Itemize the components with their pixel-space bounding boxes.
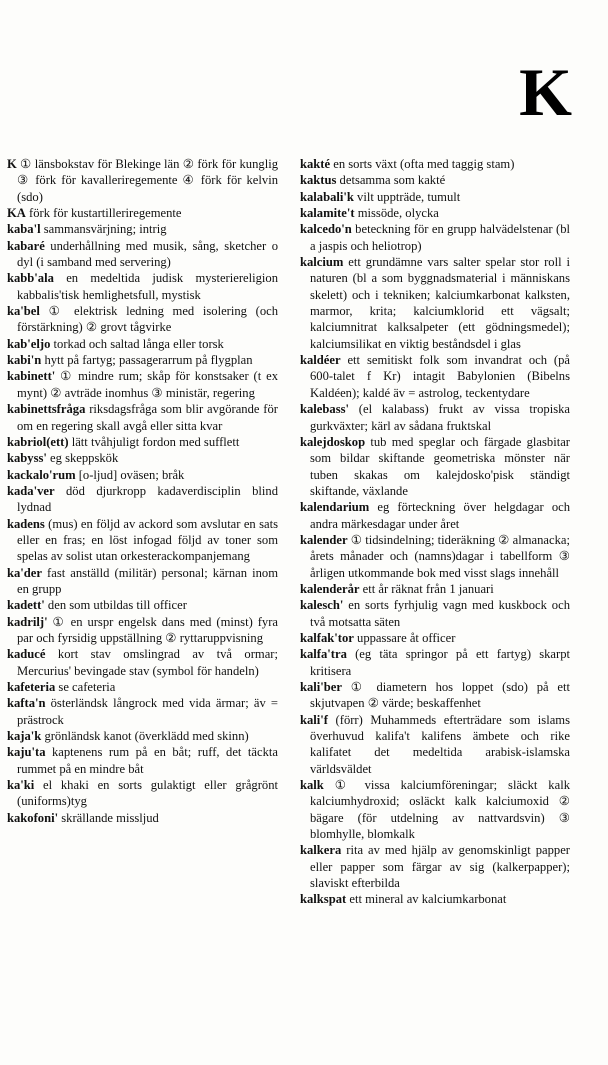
dictionary-entry [7,516,278,565]
dictionary-entry [7,646,278,679]
entry-headword: kalabali'k [300,189,354,204]
dictionary-entry [300,712,570,777]
entry-headword: kalcedo'n [300,222,352,237]
entry-definition: fast anställd (militär) personal; kärnan inom en grupp [17,565,278,596]
dictionary-entry [7,728,278,744]
dictionary-entry [7,238,278,271]
entry-definition: (eg täta springor på ett fartyg) skarpt kritisera [310,647,570,678]
dictionary-entry [7,270,278,303]
dictionary-entry [7,810,278,826]
entry-definition: ① mindre rum; skåp för konstsaker (t ex mynt) ② avträde inomhus ③ ministär, regering [17,369,278,400]
entry-headword: kalender [300,532,348,547]
dictionary-entry [7,777,278,810]
dictionary-entry [300,499,570,532]
entry-headword: kakofoni' [7,810,59,825]
entry-definition: [o-ljud] oväsen; bråk [75,467,185,482]
entry-headword: kalkera [300,843,342,858]
dictionary-entry [7,744,278,777]
dictionary-entry [7,679,278,695]
entry-headword: K [7,157,17,171]
dictionary-entry [7,303,278,336]
dictionary-entry [300,891,570,907]
dictionary-entry [300,401,570,434]
left-column [7,156,278,826]
entry-headword: kabb'ala [7,271,54,286]
entry-definition: rita av med hjälp av genomskinligt papper eller papper som färgar av sig (kalkerpapper); slaviskt efterbilda [310,843,570,891]
entry-headword: kafta'n [7,696,46,711]
dictionary-entry [7,205,278,221]
entry-definition: förk för kustartilleriregemente [25,206,182,221]
entry-headword: kali'f [300,712,328,727]
entry-headword: kalkspat [300,892,347,907]
dictionary-entry [300,352,570,401]
dictionary-entry [7,368,278,401]
entry-definition: kort stav omslingrad av två ormar; Mercurius' bevingade stav (symbol för handeln) [17,647,278,678]
entry-headword: kadrilj' [7,614,48,629]
dictionary-entry [7,434,278,450]
entry-headword: kackalo'rum [7,467,76,482]
entry-headword: ka'der [7,565,42,580]
dictionary-entry [300,630,570,646]
dictionary-entry [7,597,278,613]
entry-headword: kabaré [7,238,45,253]
entry-definition: ett mineral av kalciumkarbonat [346,892,507,907]
entry-headword: kakté [300,157,331,171]
dictionary-entry [7,483,278,516]
entry-headword: kaju'ta [7,745,46,760]
dictionary-entry [7,695,278,728]
entry-definition: ① länsbokstav för Blekinge län ② förk för kunglig ③ förk för kavalleriregemente ④ förk för kelvin (sdo) [16,157,278,204]
entry-definition: ① en urspr engelsk dans med (minst) fyra par och fyrsidig uppställning ② ryttaruppvisning [17,614,278,645]
entry-headword: kalejdoskop [300,434,366,449]
entry-definition: (förr) Muhammeds efterträdare som islams överhuvud kalifa't kalifens ämbete och rike kalifatet det medeltida arabisk-islamska världsväldet [310,712,570,776]
entry-definition: ett år räknat från 1 januari [359,581,494,596]
entry-headword: kaducé [7,647,46,662]
dictionary-entry [300,221,570,254]
entry-definition: grönländsk kanot (överklädd med skinn) [41,729,249,744]
entry-headword: kalk [300,778,324,793]
entry-headword: kaba'l [7,222,41,237]
dictionary-entry [7,565,278,598]
entry-definition: ① vissa kalciumföreningar; släckt kalk kalciumhydroxid; osläckt kalk kalciumoxid ② bägare (för utdelning av nattvardsvin) ③ blomhylle, blomkalk [310,778,570,842]
entry-headword: kada'ver [7,483,55,498]
entry-headword: kabinett' [7,369,56,384]
entry-definition: vilt uppträde, tumult [353,189,461,204]
entry-headword: kabriol(ett) [7,434,69,449]
entry-headword: kalamite't [300,206,355,221]
entry-headword: ka'bel [7,304,40,319]
entry-definition: uppassare åt officer [353,630,456,645]
dictionary-entry [300,581,570,597]
entry-definition: österländsk långrock med vida ärmar; äv = prästrock [17,696,278,727]
entry-definition: ett grundämne vars salter spelar stor roll i naturen (bl a som byggnadsmaterial i människans skelett) och i tekniken; kalciumkarbonat kalksten, marmor, krita; kalciumklorid ett vägsalt; kalciumnitrat kalksalpeter (ett gödningsmedel); kalciumsilikat en viktig beståndsdel i glas [310,255,570,351]
entry-definition: en sorts fyrhjulig vagn med kuskbock och två motsatta säten [310,598,570,629]
dictionary-entry [7,467,278,483]
dictionary-entry [7,450,278,466]
entry-definition: riksdagsfråga som blir avgörande för om en regering skall avgå eller sitta kvar [17,402,278,433]
right-column [300,156,570,908]
entry-definition: eg förteckning över helgdagar och andra märkesdagar under året [310,500,570,531]
entry-definition: sammansvärjning; intrig [40,222,167,237]
entry-definition: hytt på fartyg; passagerarrum på flygplan [41,353,253,368]
entry-definition: en sorts växt (ofta med taggig stam) [330,157,515,171]
dictionary-entry [7,156,278,205]
entry-definition: ① tidsindelning; tideräkning ② almanacka; årets månader och (namns)dagar i tabellform ③ årligen utkommande bok med visst slags innehåll [310,532,570,580]
entry-headword: kali'ber [300,680,342,694]
entry-headword: kalfak'tor [300,630,354,645]
dictionary-entry [300,205,570,221]
entry-definition: ① diametern hos loppet (sdo) på ett skjutvapen ② värde; beskaffenhet [310,680,570,711]
entry-definition: ett semitiskt folk som invandrat och (på 600-talet f Kr) intagit Babylonien (Bibelns Kaldéen); kaldé äv = astrolog, teckentydare [310,353,570,400]
entry-definition: (mus) en följd av ackord som avslutar en sats eller en fras; en löst infogad följd av toner som spelas av solist utan orkesterackompanjemang [17,516,278,564]
dictionary-entry [300,646,570,679]
dictionary-entry [300,842,570,891]
dictionary-entry [300,597,570,630]
entry-definition: detsamma som kakté [336,173,446,188]
entry-definition: lätt tvåhjuligt fordon med sufflett [68,434,240,449]
entry-definition: el khaki en sorts gulaktigt eller grågrönt (uniforms)tyg [17,778,278,809]
entry-definition: skrällande misslјud [58,810,159,825]
dictionary-entry [7,336,278,352]
entry-headword: kalfa'tra [300,647,347,662]
entry-headword: kaktus [300,173,337,188]
entry-headword: kaja'k [7,729,42,744]
entry-headword: kadett' [7,598,45,613]
entry-headword: kaldéer [300,353,341,368]
dictionary-entry [300,172,570,188]
entry-headword: kalesch' [300,598,344,613]
entry-definition: se cafeteria [55,680,116,694]
entry-definition: ① elektrisk ledning med isolering (och förstärkning) ② grovt tågvirke [17,304,278,335]
entry-definition: tub med speglar och färgade glasbitar som bildar skiftande geometriska mönster när tuben skakas om kalejdosko'pisk ständigt skiftande, växlande [310,434,570,498]
dictionary-entry [300,434,570,499]
entry-headword: kabinettsfråga [7,402,86,417]
entry-headword: kalenderår [300,581,360,596]
entry-definition: (el kalabass) frukt av vissa tropiska gurkväxter; kärl av sådana fruktskal [310,402,570,433]
dictionary-entry [7,221,278,237]
section-letter: K [519,54,572,130]
dictionary-entry [7,614,278,647]
entry-definition: missöde, olycka [354,206,439,221]
entry-definition: torkad och saltad långa eller torsk [50,336,224,351]
dictionary-entry [300,254,570,352]
entry-headword: kafeteria [7,680,56,694]
entry-headword: kabyss' [7,451,47,466]
entry-headword: kalendarium [300,500,370,515]
dictionary-entry [300,777,570,842]
entry-definition: beteckning för en grupp halvädelstenar (bl a jaspis och heliotrop) [310,222,570,253]
dictionary-entry [7,352,278,368]
entry-headword: kadens [7,516,45,531]
entry-headword: KA [7,206,26,221]
entry-headword: ka'ki [7,778,35,793]
entry-definition: en medeltida judisk mysteriereligion kabbalis'tisk hemlighetsfull, mystisk [17,271,278,302]
entry-headword: kalebass' [300,402,349,417]
entry-headword: kabi'n [7,353,42,368]
dictionary-entry [300,679,570,712]
entry-definition: den som utbildas till officer [44,598,187,613]
entry-headword: kab'eljo [7,336,51,351]
dictionary-entry [300,156,570,172]
entry-definition: död djurkropp kadaverdisciplin blind lydnad [17,483,278,515]
dictionary-entry [7,401,278,434]
entry-definition: eg skeppskök [46,451,119,466]
entry-definition: underhållning med musik, sång, sketcher o dyl (i samband med servering) [17,238,278,270]
entry-headword: kalcium [300,255,344,270]
dictionary-entry [300,532,570,581]
dictionary-entry [300,189,570,205]
entry-definition: kaptenens rum på en båt; ruff, det täckta rummet på en mindre båt [17,745,278,776]
